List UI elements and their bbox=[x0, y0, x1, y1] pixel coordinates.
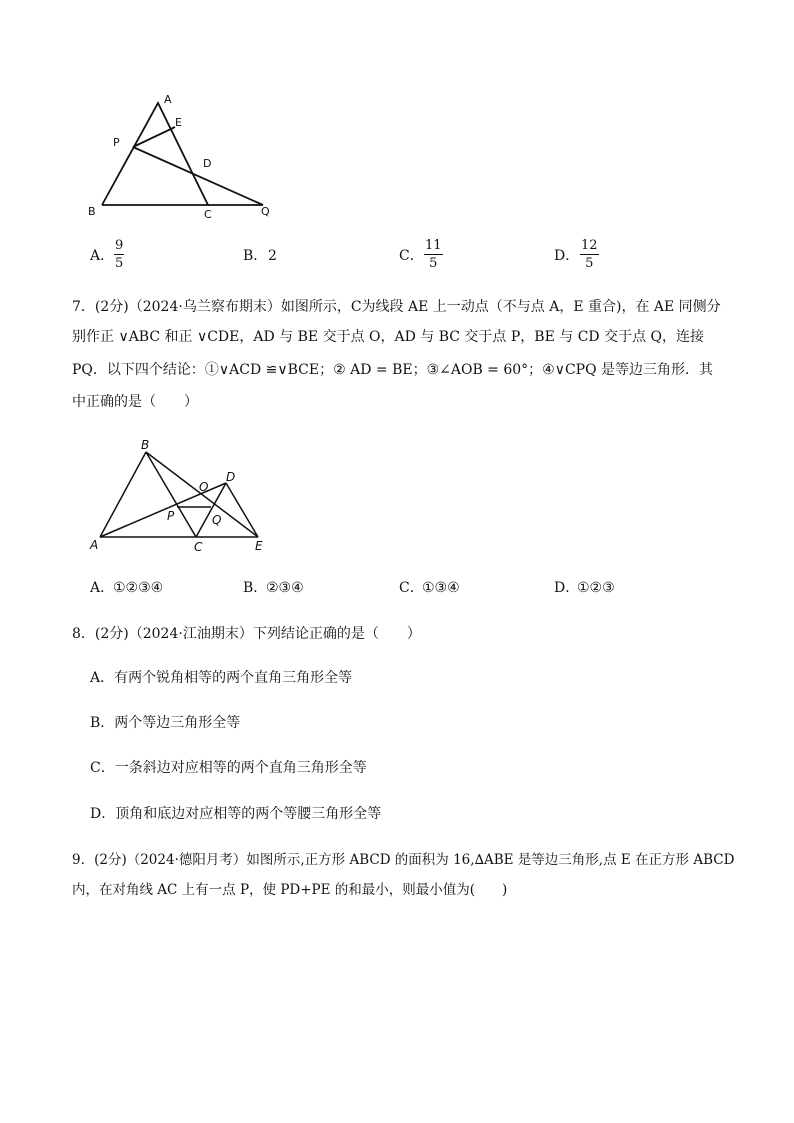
q6-option-a-numerator: 9 bbox=[115, 238, 124, 253]
q7-option-d-value: ①②③ bbox=[577, 580, 615, 596]
q7-segment-be bbox=[146, 452, 258, 537]
q6-label-p: P bbox=[113, 136, 120, 149]
q6-option-a-fraction bbox=[114, 238, 124, 271]
q6-option-b-value: 2 bbox=[268, 248, 277, 264]
q6-option-c-fraction bbox=[424, 238, 443, 271]
q7-option-c-value: ①③④ bbox=[422, 580, 460, 596]
q7-label-c: C bbox=[194, 540, 203, 554]
q6-label-e: E bbox=[175, 116, 182, 129]
q6-option-c-letter: C． bbox=[399, 248, 424, 264]
q7-stem-line4: 中正确的是（ ） bbox=[72, 394, 198, 410]
q6-option-a-denominator: 5 bbox=[115, 256, 124, 271]
q6-segment-pq bbox=[133, 147, 263, 205]
q7-label-e: E bbox=[255, 539, 263, 553]
q8-option-c: C．一条斜边对应相等的两个直角三角形全等 bbox=[90, 760, 367, 776]
q6-label-c: C bbox=[204, 208, 212, 221]
q7-figure bbox=[88, 435, 278, 560]
q6-label-a: A bbox=[164, 93, 172, 106]
q7-segment-de bbox=[226, 483, 258, 537]
q6-figure bbox=[80, 90, 290, 225]
q7-segment-bc bbox=[146, 452, 196, 537]
q7-stem-line3: PQ．以下四个结论：①∨ACD ≌∨BCE；② AD = BE；③∠AOB = 60°；④∨CPQ 是等边三角形．其 bbox=[72, 362, 714, 378]
q7-option-a-value: ①②③④ bbox=[113, 580, 164, 596]
q7-label-p: P bbox=[167, 509, 175, 523]
q6-option-c-numerator: 11 bbox=[425, 238, 442, 253]
q6-label-b: B bbox=[88, 205, 96, 218]
q6-option-d-denominator: 5 bbox=[585, 256, 594, 271]
q6-option-a-letter: A． bbox=[90, 248, 115, 264]
q7-option-b-letter: B． bbox=[243, 580, 268, 596]
q8-stem: 8．(2分)（2024·江油期末）下列结论正确的是（ ） bbox=[72, 626, 421, 642]
q7-label-o: O bbox=[199, 480, 209, 494]
q7-label-a: A bbox=[90, 538, 99, 552]
q6-label-q: Q bbox=[261, 205, 270, 218]
q6-triangle bbox=[102, 103, 208, 205]
q6-option-b-letter: B． bbox=[243, 248, 268, 264]
q7-option-c-letter: C． bbox=[399, 580, 424, 596]
q7-stem-line1: 7．(2分)（2024·乌兰察布期末）如图所示，C为线段 AE 上一动点（不与点 A，E 重合)，在 AE 同侧分 bbox=[72, 299, 721, 315]
q7-segment-ab bbox=[100, 452, 146, 537]
q7-label-d: D bbox=[226, 470, 236, 484]
q6-option-c-denominator: 5 bbox=[429, 256, 438, 271]
q8-option-a: A．有两个锐角相等的两个直角三角形全等 bbox=[90, 670, 353, 686]
q7-option-b-value: ②③④ bbox=[266, 580, 304, 596]
q6-label-d: D bbox=[203, 157, 212, 170]
q8-option-d: D．顶角和底边对应相等的两个等腰三角形全等 bbox=[90, 806, 382, 822]
q6-option-d-letter: D． bbox=[554, 248, 580, 264]
q7-stem-line2: 别作正 ∨ABC 和正 ∨CDE，AD 与 BE 交于点 O，AD 与 BC 交于点 P，BE 与 CD 交于点 Q，连接 bbox=[72, 329, 705, 345]
q8-option-b: B．两个等边三角形全等 bbox=[90, 715, 241, 731]
q6-option-d-numerator: 12 bbox=[581, 238, 598, 253]
q7-option-d-letter: D． bbox=[554, 580, 580, 596]
q9-stem-line1: 9．(2分)（2024·德阳月考）如图所示,正方形 ABCD 的面积为 16,∆ABE 是等边三角形,点 E 在正方形 ABCD bbox=[72, 852, 735, 868]
q7-label-b: B bbox=[141, 438, 150, 452]
q7-option-a-letter: A． bbox=[90, 580, 115, 596]
q6-option-d-fraction bbox=[580, 238, 599, 271]
q7-label-q: Q bbox=[212, 513, 222, 527]
q9-stem-line2: 内，在对角线 AC 上有一点 P，使 PD+PE 的和最小，则最小值为( ) bbox=[72, 882, 508, 898]
